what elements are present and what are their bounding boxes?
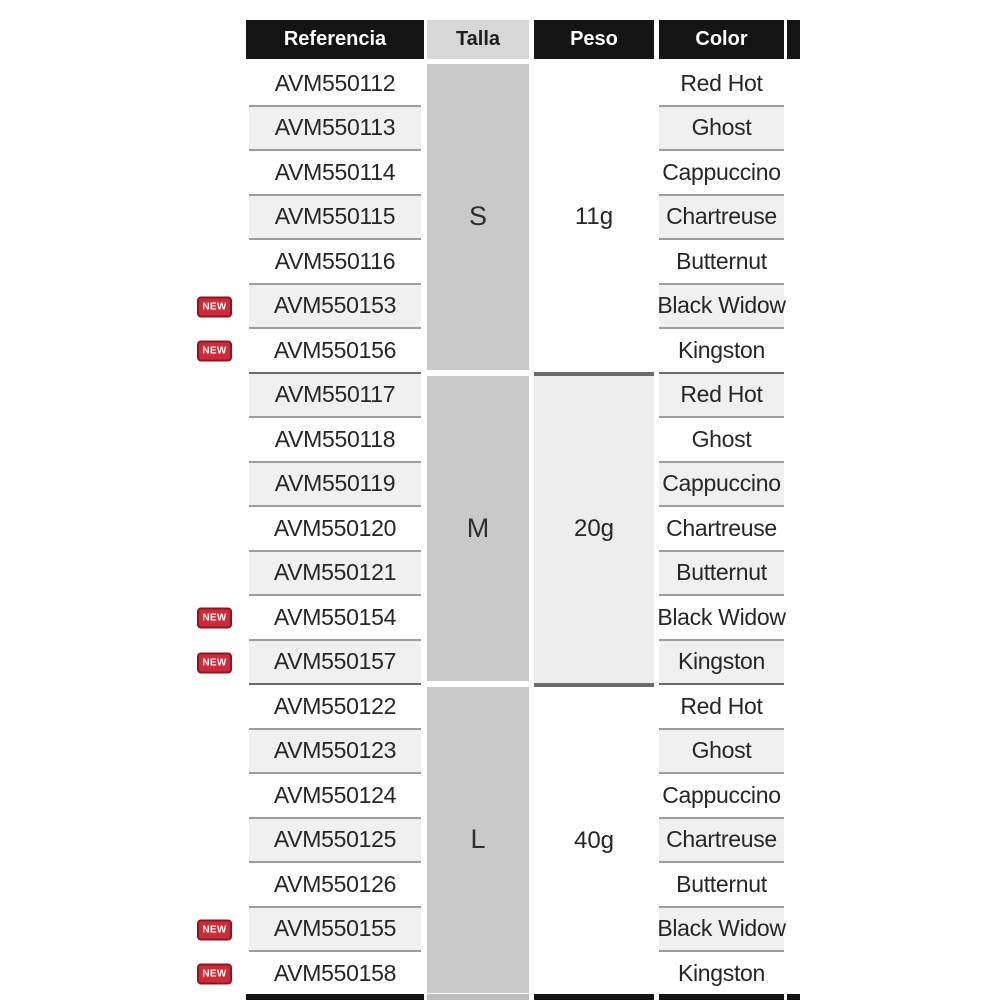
talla-cell: L xyxy=(427,687,529,993)
color-cell: Chartreuse xyxy=(659,819,784,864)
color-cell: Chartreuse xyxy=(659,507,784,552)
bottom-seg-color xyxy=(659,994,784,1000)
referencia-cell: AVM550153 xyxy=(249,285,421,330)
color-cell: Red Hot xyxy=(659,374,784,419)
talla-cell: M xyxy=(427,376,529,682)
color-cell: Ghost xyxy=(659,730,784,775)
bottom-seg-talla xyxy=(427,994,529,1000)
new-badge: NEW xyxy=(197,919,232,940)
table-header-row xyxy=(246,20,806,59)
color-cell: Kingston xyxy=(659,952,784,997)
product-spec-table xyxy=(202,20,806,997)
header-talla: Talla xyxy=(427,20,529,59)
referencia-cell: AVM550120 xyxy=(249,507,421,552)
referencia-cell: AVM550125 xyxy=(249,819,421,864)
peso-cell: 40g xyxy=(534,685,654,997)
header-color: Color xyxy=(659,20,784,59)
color-cell: Black Widow xyxy=(659,908,784,953)
header-peso: Peso xyxy=(534,20,654,59)
new-badge: NEW xyxy=(197,296,232,317)
bottom-seg-stub xyxy=(787,994,800,1000)
bottom-seg-peso xyxy=(534,994,654,1000)
size-group-m xyxy=(202,374,806,686)
referencia-cell: AVM550114 xyxy=(249,151,421,196)
color-cell: Butternut xyxy=(659,240,784,285)
color-cell: Butternut xyxy=(659,552,784,597)
referencia-cell: AVM550117 xyxy=(249,374,421,419)
referencia-cell: AVM550156 xyxy=(249,329,421,374)
color-cell: Red Hot xyxy=(659,685,784,730)
color-cell: Cappuccino xyxy=(659,151,784,196)
referencia-cell: AVM550124 xyxy=(249,774,421,819)
referencia-cell: AVM550126 xyxy=(249,863,421,908)
bottom-seg-referencia xyxy=(246,994,424,1000)
referencia-cell: AVM550158 xyxy=(249,952,421,997)
referencia-cell: AVM550115 xyxy=(249,196,421,241)
referencia-cell: AVM550113 xyxy=(249,107,421,152)
referencia-cell: AVM550157 xyxy=(249,641,421,686)
referencia-cell: AVM550112 xyxy=(249,62,421,107)
new-badge: NEW xyxy=(197,964,232,985)
color-cell: Red Hot xyxy=(659,62,784,107)
referencia-cell: AVM550154 xyxy=(249,596,421,641)
color-cell: Kingston xyxy=(659,329,784,374)
referencia-cell: AVM550116 xyxy=(249,240,421,285)
referencia-cell: AVM550123 xyxy=(249,730,421,775)
size-group-s xyxy=(202,62,806,374)
new-badge: NEW xyxy=(197,608,232,629)
new-badge: NEW xyxy=(197,652,232,673)
color-cell: Cappuccino xyxy=(659,463,784,508)
new-badge: NEW xyxy=(197,341,232,362)
referencia-cell: AVM550118 xyxy=(249,418,421,463)
referencia-cell: AVM550121 xyxy=(249,552,421,597)
referencia-cell: AVM550122 xyxy=(249,685,421,730)
talla-cell: S xyxy=(427,64,529,370)
color-cell: Butternut xyxy=(659,863,784,908)
color-cell: Ghost xyxy=(659,418,784,463)
peso-cell: 20g xyxy=(534,374,654,686)
referencia-cell: AVM550155 xyxy=(249,908,421,953)
color-cell: Black Widow xyxy=(659,285,784,330)
color-cell: Cappuccino xyxy=(659,774,784,819)
header-referencia: Referencia xyxy=(246,20,424,59)
table-body xyxy=(202,62,806,997)
color-cell: Kingston xyxy=(659,641,784,686)
size-group-l xyxy=(202,685,806,997)
referencia-cell: AVM550119 xyxy=(249,463,421,508)
color-cell: Black Widow xyxy=(659,596,784,641)
header-stub-cutoff xyxy=(787,20,800,59)
color-cell: Ghost xyxy=(659,107,784,152)
peso-cell: 11g xyxy=(534,62,654,374)
color-cell: Chartreuse xyxy=(659,196,784,241)
